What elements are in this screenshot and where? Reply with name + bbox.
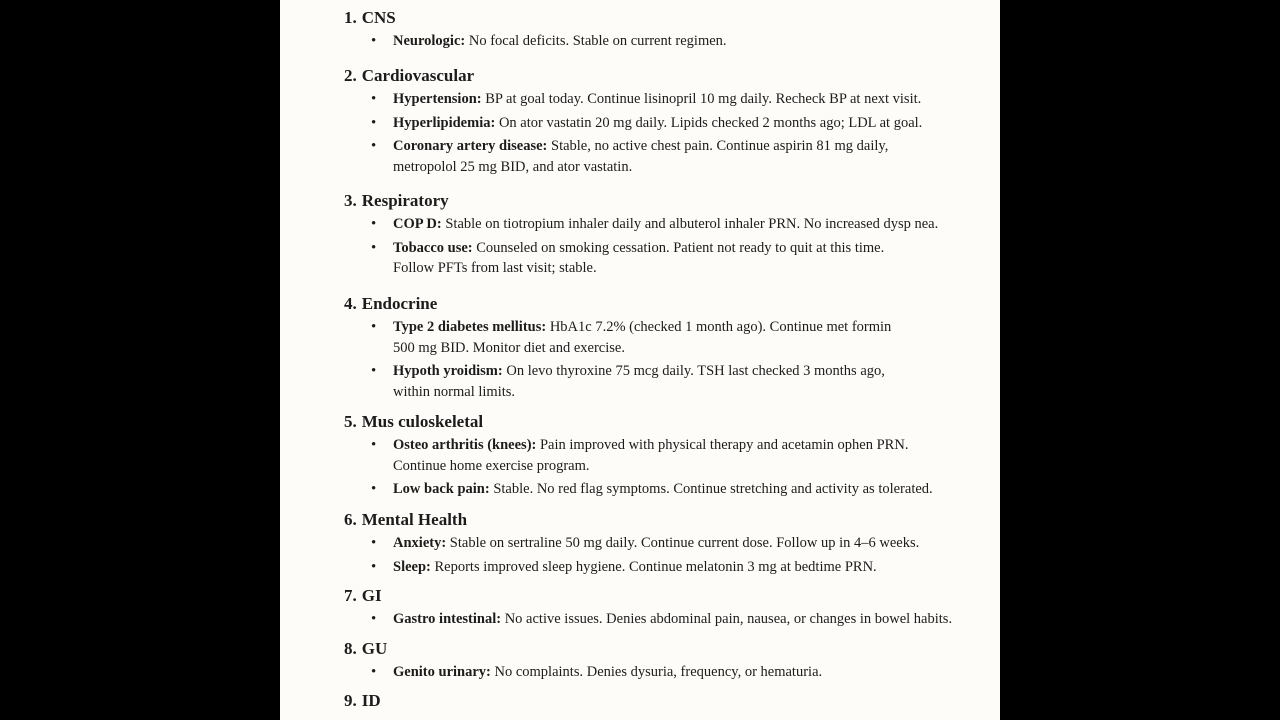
bullet-text: Continue home exercise program. bbox=[393, 457, 590, 474]
section-heading bbox=[344, 510, 984, 530]
bullet-list bbox=[344, 435, 984, 500]
section-heading bbox=[344, 639, 984, 659]
bullet-item bbox=[393, 609, 984, 630]
bullet-text: On levo thyroxine 75 mcg daily. TSH last checked 3 months ago, bbox=[506, 363, 885, 379]
section-gi bbox=[344, 586, 984, 630]
bullet-text: BP at goal today. Continue lisinopril 10 mg daily. Recheck BP at next visit. bbox=[485, 91, 922, 107]
section-number: 7. bbox=[344, 586, 357, 605]
bullet-text: within normal limits. bbox=[393, 383, 516, 400]
bullet-line bbox=[393, 31, 984, 52]
bullet-term: Osteo arthritis (knees): bbox=[393, 437, 537, 453]
bullet-item bbox=[393, 238, 984, 279]
bullet-term: Coronary artery disease: bbox=[393, 138, 548, 154]
bullet-text: No complaints. Denies dysuria, frequency, or hematuria. bbox=[494, 664, 823, 680]
section-number: 2. bbox=[344, 66, 357, 85]
bullet-list bbox=[344, 31, 984, 52]
section-heading bbox=[344, 66, 984, 86]
bullet-line bbox=[393, 435, 984, 456]
section-id bbox=[344, 691, 984, 711]
section-cardiovascular bbox=[344, 66, 984, 177]
bullet-text: No focal deficits. Stable on current regimen. bbox=[468, 33, 727, 49]
bullet-item bbox=[393, 113, 984, 134]
bullet-text: HbA1c 7.2% (checked 1 month ago). Continue met formin bbox=[549, 319, 892, 335]
bullet-term: Low back pain: bbox=[393, 481, 490, 497]
bullet-term: Tobacco use: bbox=[393, 239, 473, 256]
bullet-line bbox=[393, 609, 984, 630]
section-number: 3. bbox=[344, 191, 357, 210]
bullet-line bbox=[393, 382, 984, 403]
bullet-term: Genito urinary: bbox=[393, 664, 491, 680]
section-heading bbox=[344, 586, 984, 606]
bullet-item bbox=[393, 662, 984, 683]
section-heading bbox=[344, 294, 984, 314]
bullet-term: Gastro intestinal: bbox=[393, 611, 502, 627]
bullet-item bbox=[393, 533, 984, 554]
section-cns bbox=[344, 8, 984, 52]
bullet-line bbox=[393, 238, 984, 259]
section-mus-culoskeletal bbox=[344, 412, 984, 500]
bullet-text: Counseled on smoking cessation. Patient not ready to quit at this time. bbox=[476, 239, 885, 256]
bullet-term: Neurologic: bbox=[393, 33, 466, 49]
bullet-text: Follow PFTs from last visit; stable. bbox=[393, 260, 597, 276]
bullet-item bbox=[393, 557, 984, 578]
section-endocrine bbox=[344, 294, 984, 402]
bullet-line bbox=[393, 338, 984, 359]
bullet-text: Reports improved sleep hygiene. Continue melatonin 3 mg at bedtime PRN. bbox=[434, 558, 877, 575]
bullet-item bbox=[393, 317, 984, 358]
bullet-list bbox=[344, 609, 984, 630]
bullet-line bbox=[393, 533, 984, 554]
bullet-term: COP D: bbox=[393, 216, 442, 232]
bullet-term: Anxiety: bbox=[393, 535, 447, 551]
bullet-line bbox=[393, 113, 984, 134]
bullet-term: Hypertension: bbox=[393, 91, 482, 107]
bullet-list bbox=[344, 214, 984, 279]
bullet-item bbox=[393, 214, 984, 235]
bullet-line bbox=[393, 557, 984, 578]
bullet-list bbox=[344, 533, 984, 577]
bullet-list bbox=[344, 89, 984, 177]
bullet-item bbox=[393, 136, 984, 177]
bullet-item bbox=[393, 89, 984, 110]
section-heading bbox=[344, 691, 984, 711]
bullet-line bbox=[393, 662, 984, 683]
section-title: ID bbox=[361, 691, 381, 710]
bullet-line bbox=[393, 361, 984, 382]
bullet-line bbox=[393, 214, 984, 235]
bullet-term: Sleep: bbox=[393, 558, 431, 575]
bullet-line bbox=[393, 89, 984, 110]
section-heading bbox=[344, 191, 984, 211]
section-number: 8. bbox=[344, 639, 357, 658]
bullet-item bbox=[393, 31, 984, 52]
bullet-line bbox=[393, 479, 984, 500]
bullet-text: Pain improved with physical therapy and acetamin ophen PRN. bbox=[539, 437, 909, 453]
section-heading bbox=[344, 8, 984, 28]
bullet-term: Hypoth yroidism: bbox=[393, 363, 503, 379]
bullet-line bbox=[393, 317, 984, 338]
bullet-text: Stable. No red flag symptoms. Continue stretching and activity as tolerated. bbox=[493, 481, 933, 497]
bullet-item bbox=[393, 479, 984, 500]
bullet-line bbox=[393, 456, 984, 477]
bullet-line bbox=[393, 136, 984, 157]
section-title: Cardiovascular bbox=[361, 66, 475, 85]
bullet-line bbox=[393, 157, 984, 178]
bullet-text: On ator vastatin 20 mg daily. Lipids checked 2 months ago; LDL at goal. bbox=[498, 114, 923, 131]
section-title: GI bbox=[361, 586, 382, 605]
section-title: Mus culoskeletal bbox=[361, 412, 484, 431]
section-title: CNS bbox=[361, 8, 396, 27]
bullet-text: Stable, no active chest pain. Continue aspirin 81 mg daily, bbox=[551, 138, 889, 154]
section-title: Endocrine bbox=[361, 294, 438, 313]
bullet-text: No active issues. Denies abdominal pain, nausea, or changes in bowel habits. bbox=[504, 611, 953, 627]
bullet-term: Hyperlipidemia: bbox=[393, 114, 496, 131]
section-number: 4. bbox=[344, 294, 357, 313]
section-respiratory bbox=[344, 191, 984, 279]
bullet-list bbox=[344, 317, 984, 402]
bullet-text: Stable on tiotropium inhaler daily and albuterol inhaler PRN. No increased dysp nea. bbox=[445, 216, 939, 232]
bullet-text: Stable on sertraline 50 mg daily. Continue current dose. Follow up in 4–6 weeks. bbox=[449, 535, 920, 551]
bullet-line bbox=[393, 258, 984, 279]
bullet-term: Type 2 diabetes mellitus: bbox=[393, 319, 547, 335]
section-title: GU bbox=[361, 639, 388, 658]
bullet-item bbox=[393, 361, 984, 402]
bullet-list bbox=[344, 662, 984, 683]
section-mental-health bbox=[344, 510, 984, 577]
section-number: 6. bbox=[344, 510, 357, 529]
section-number: 9. bbox=[344, 691, 357, 710]
section-number: 5. bbox=[344, 412, 357, 431]
section-title: Respiratory bbox=[361, 191, 449, 210]
bullet-text: 500 mg BID. Monitor diet and exercise. bbox=[393, 339, 625, 356]
section-gu bbox=[344, 639, 984, 683]
bullet-item bbox=[393, 435, 984, 476]
section-title: Mental Health bbox=[361, 510, 468, 529]
section-number: 1. bbox=[344, 8, 357, 27]
section-heading bbox=[344, 412, 984, 432]
document-page bbox=[280, 0, 1000, 720]
bullet-text: metropolol 25 mg BID, and ator vastatin. bbox=[393, 158, 633, 175]
